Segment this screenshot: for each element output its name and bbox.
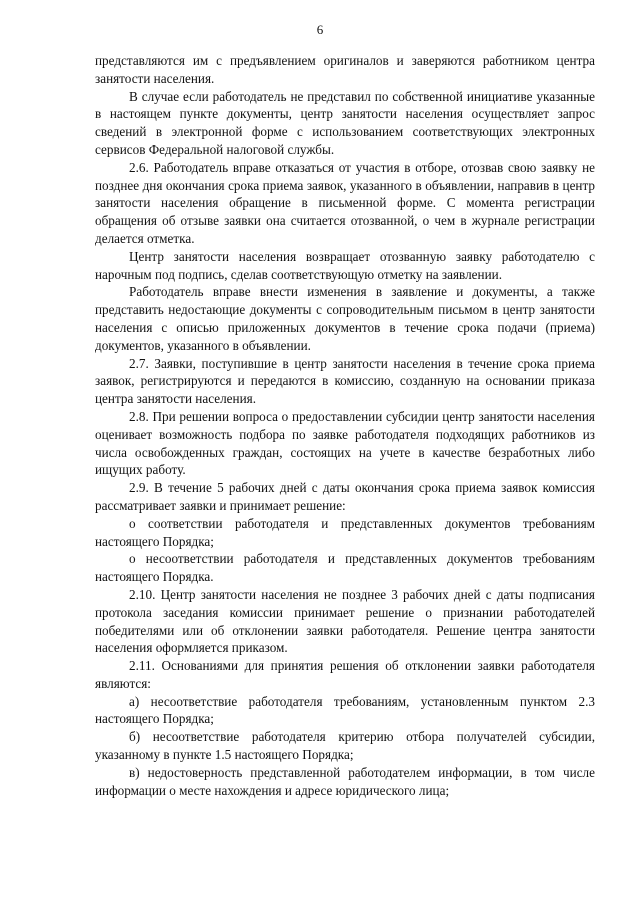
paragraph: Работодатель вправе внести изменения в заявление и документы, а также представить недостающие документы с сопроводительным письмом в центр занятости населения с описью приложенных документов в течение срока подачи (приема) документов, указанного в объявлении. [95, 284, 595, 353]
paragraph: 2.6. Работодатель вправе отказаться от участия в отборе, отозвав свою заявку не позднее дня окончания срока приема заявок, указанного в объявлении, направив в центр занятости населения обращение в письменной форме. С момента регистрации обращения об отзыве заявки она считается отозванной, о чем в журнале регистрации делается отметка. [95, 159, 595, 246]
paragraph: представляются им с предъявлением оригиналов и заверяются работником центра занятости населения. [95, 53, 595, 86]
list-item: о несоответствии работодателя и представленных документов требованиям настоящего Порядка. [95, 551, 595, 585]
paragraph: Центр занятости населения возвращает отозванную заявку работодателю с нарочным под подпись, сделав соответствующую отметку на заявлении. [95, 248, 595, 282]
paragraph: 2.11. Основаниями для принятия решения об отклонении заявки работодателя являются: [95, 658, 595, 691]
list-item: в) недостоверность представленной работодателем информации, в том числе информации о месте нахождения и адресе юридического лица; [95, 764, 595, 798]
document-body [95, 52, 595, 799]
list-item: а) несоответствие работодателя требованиям, установленным пунктом 2.3 настоящего Порядка; [95, 693, 595, 727]
page-number: 6 [316, 22, 324, 37]
list-item: о соответствии работодателя и представленных документов требованиям настоящего Порядка; [95, 515, 595, 549]
paragraph: 2.7. Заявки, поступившие в центр занятости населения в течение срока приема заявок, регистрируются и передаются в комиссию, созданную на основании приказа центра занятости населения. [95, 355, 595, 407]
paragraph: 2.10. Центр занятости населения не позднее 3 рабочих дней с даты подписания протокола заседания комиссии принимает решение о признании работодателей победителями или об отклонении заявки работодателя. Решение центра занятости населения оформляется приказом. [95, 586, 595, 656]
paragraph: 2.8. При решении вопроса о предоставлении субсидии центр занятости населения оценивает возможность подбора по заявке работодателя подходящих работников из числа освобожденных граждан, состоящих на учете в качестве безработных либо ищущих работу. [95, 408, 595, 478]
paragraph: 2.9. В течение 5 рабочих дней с даты окончания срока приема заявок комиссия рассматривает заявки и принимает решение: [95, 480, 595, 513]
paragraph: В случае если работодатель не представил по собственной инициативе указанные в настоящем пункте документы, центр занятости населения осуществляет запрос сведений в электронной форме с использованием соответствующих электронных сервисов Федеральной налоговой службы. [95, 88, 595, 157]
list-item: б) несоответствие работодателя критерию отбора получателей субсидии, указанному в пункте 1.5 настоящего Порядка; [95, 729, 595, 763]
